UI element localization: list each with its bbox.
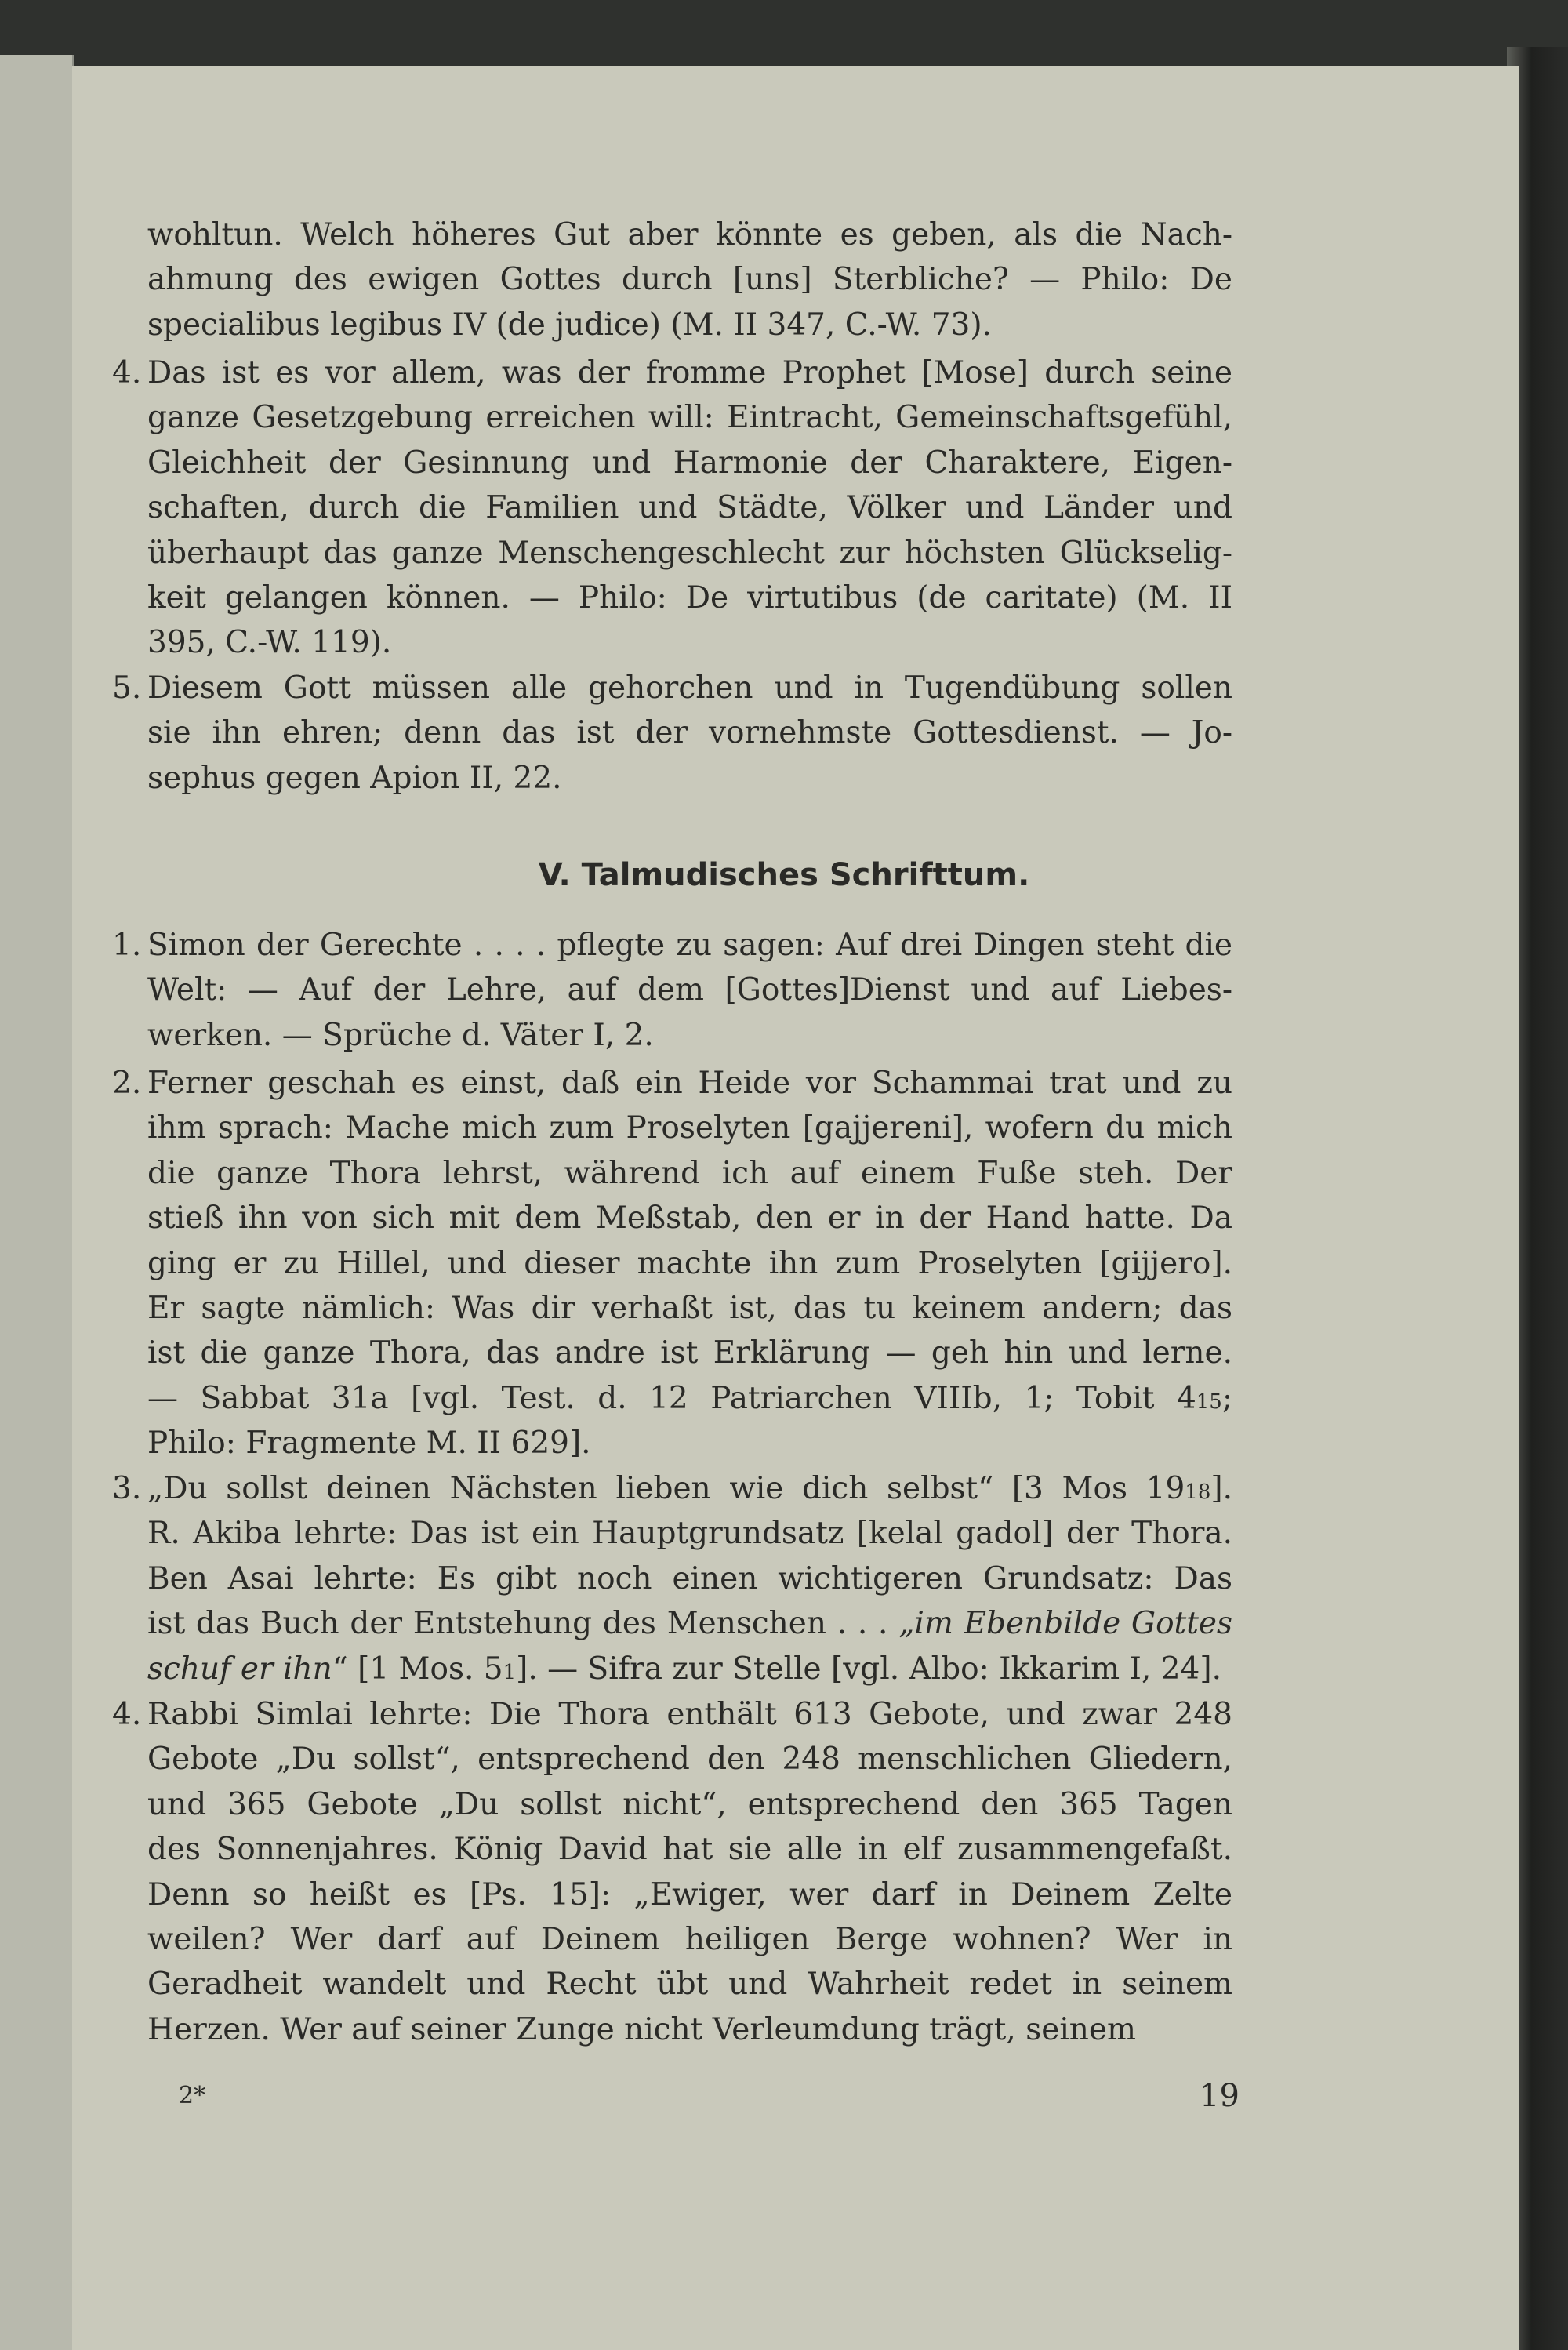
text-line: Herzen. Wer auf seiner Zunge nicht Verleumdung trägt, seinem (147, 2011, 1136, 2047)
text-line: Das ist es vor allem, was der fromme Prophet [Mose] durch seine (147, 355, 1232, 390)
text-line: Rabbi Simlai lehrte: Die Thora enthält 613 Gebote, und zwar 248 (147, 1697, 1232, 1732)
text-line: überhaupt das ganze Menschengeschlecht zur höchsten Glückselig- (147, 535, 1232, 571)
text-line: stieß ihn von sich mit dem Meßstab, den er in der Hand hatte. Da (147, 1200, 1232, 1237)
text-line: Simon der Gerechte . . . . pflegte zu sagen: Auf drei Dingen steht die (147, 928, 1232, 963)
text-line: sephus gegen Apion II, 22. (147, 760, 562, 796)
text-segment: “ [1 Mos. 5 (332, 1651, 503, 1687)
text-line: 395, C.-W. 119). (147, 625, 392, 661)
text-segment: „Du sollst deinen Nächsten lieben wie dich selbst“ [3 Mos 19 (147, 1471, 1185, 1506)
text-line: ganze Gesetzgebung erreichen will: Eintracht, Gemeinschaftsgefühl, (147, 400, 1232, 436)
italic-text: schuf er ihn (147, 1651, 332, 1687)
item-number: 5. (112, 670, 142, 706)
text-line: und 365 Gebote „Du sollst nicht“, entsprechend den 365 Tagen (147, 1786, 1232, 1822)
text-line (147, 1604, 1232, 1644)
item-number: 2. (112, 1066, 142, 1101)
text-segment: ]. — Sifra zur Stelle [vgl. Albo: Ikkarim I, 24]. (516, 1651, 1221, 1687)
item-number: 3. (112, 1471, 142, 1506)
text-line: Ferner geschah es einst, daß ein Heide vor Schammai trat und zu (147, 1066, 1232, 1101)
text-line: Geradheit wandelt und Recht übt und Wahrheit redet in seinem (147, 1967, 1232, 2003)
text-line: Denn so heißt es [Ps. 15]: „Ewiger, wer darf in Deinem Zelte (147, 1876, 1232, 1912)
text-line: ihm sprach: Mache mich zum Proselyten [gajjereni], wofern du mich (147, 1110, 1232, 1146)
text-segment: — Sabbat 31a [vgl. Test. d. 12 Patriarchen VIIIb, 1; Tobit 4 (147, 1380, 1196, 1416)
text-line: Diesem Gott müssen alle gehorchen und in Tugendübung sollen (147, 670, 1232, 706)
item-number: 4. (112, 355, 142, 390)
text-line: ahmung des ewigen Gottes durch [uns] Sterbliche? — Philo: De (147, 262, 1232, 298)
text-line: ging er zu Hillel, und dieser machte ihn zum Proselyten [gijjero]. (147, 1245, 1232, 1281)
text-line: Welt: — Auf der Lehre, auf dem [Gottes]Dienst und auf Liebes- (147, 972, 1232, 1008)
text-line (147, 1469, 1232, 1509)
verse-number: 15 (1196, 1389, 1222, 1414)
text-line: die ganze Thora lehrst, während ich auf einem Fuße steh. Der (147, 1155, 1232, 1191)
text-line: weilen? Wer darf auf Deinem heiligen Berge wohnen? Wer in (147, 1922, 1232, 1957)
text-line: Philo: Fragmente M. II 629]. (147, 1426, 591, 1462)
signature-mark: 2* (179, 2082, 206, 2109)
text-line: ist die ganze Thora, das andre ist Erklärung — geh hin und lerne. (147, 1335, 1232, 1371)
text-line: des Sonnenjahres. König David hat sie alle in elf zusammengefaßt. (147, 1832, 1232, 1868)
section-heading: V. Talmudisches Schrifttum. (538, 857, 1030, 893)
text-line: R. Akiba lehrte: Das ist ein Hauptgrundsatz [kelal gadol] der Thora. (147, 1516, 1232, 1552)
text-line (147, 1379, 1232, 1418)
item-number: 1. (112, 928, 142, 963)
verse-number: 1 (503, 1660, 517, 1684)
page-number: 19 (1200, 2078, 1240, 2114)
text-segment: ; (1221, 1380, 1232, 1416)
text-line: Gleichheit der Gesinnung und Harmonie der Charaktere, Eigen- (147, 445, 1232, 481)
text-line: wohltun. Welch höheres Gut aber könnte es geben, als die Nach- (147, 217, 1232, 252)
text-line: Gebote „Du sollst“, entsprechend den 248 menschlichen Gliedern, (147, 1742, 1232, 1778)
text-line: Ben Asai lehrte: Es gibt noch einen wichtigeren Grundsatz: Das (147, 1560, 1232, 1596)
text-line: Er sagte nämlich: Was dir verhaßt ist, das tu keinem andern; das (147, 1291, 1232, 1326)
verse-number: 18 (1185, 1480, 1211, 1504)
item-number: 4. (112, 1697, 142, 1732)
text-segment: ]. (1210, 1471, 1232, 1506)
text-segment: ist das Buch der Entstehung des Menschen . . . (147, 1606, 899, 1642)
facing-page-edge (0, 55, 74, 2350)
text-line: werken. — Sprüche d. Väter I, 2. (147, 1017, 654, 1053)
text-line: sie ihn ehren; denn das ist der vornehmste Gottesdienst. — Jo- (147, 715, 1232, 751)
text-line: schaften, durch die Familien und Städte, Völker und Länder und (147, 490, 1232, 526)
text-line: keit gelangen können. — Philo: De virtutibus (de caritate) (M. II (147, 580, 1232, 616)
text-line: specialibus legibus IV (de judice) (M. II 347, C.-W. 73). (147, 307, 992, 343)
scan-top-edge (0, 0, 1568, 66)
italic-text: „im Ebenbilde Gottes (898, 1606, 1233, 1642)
text-line (147, 1650, 1232, 1689)
